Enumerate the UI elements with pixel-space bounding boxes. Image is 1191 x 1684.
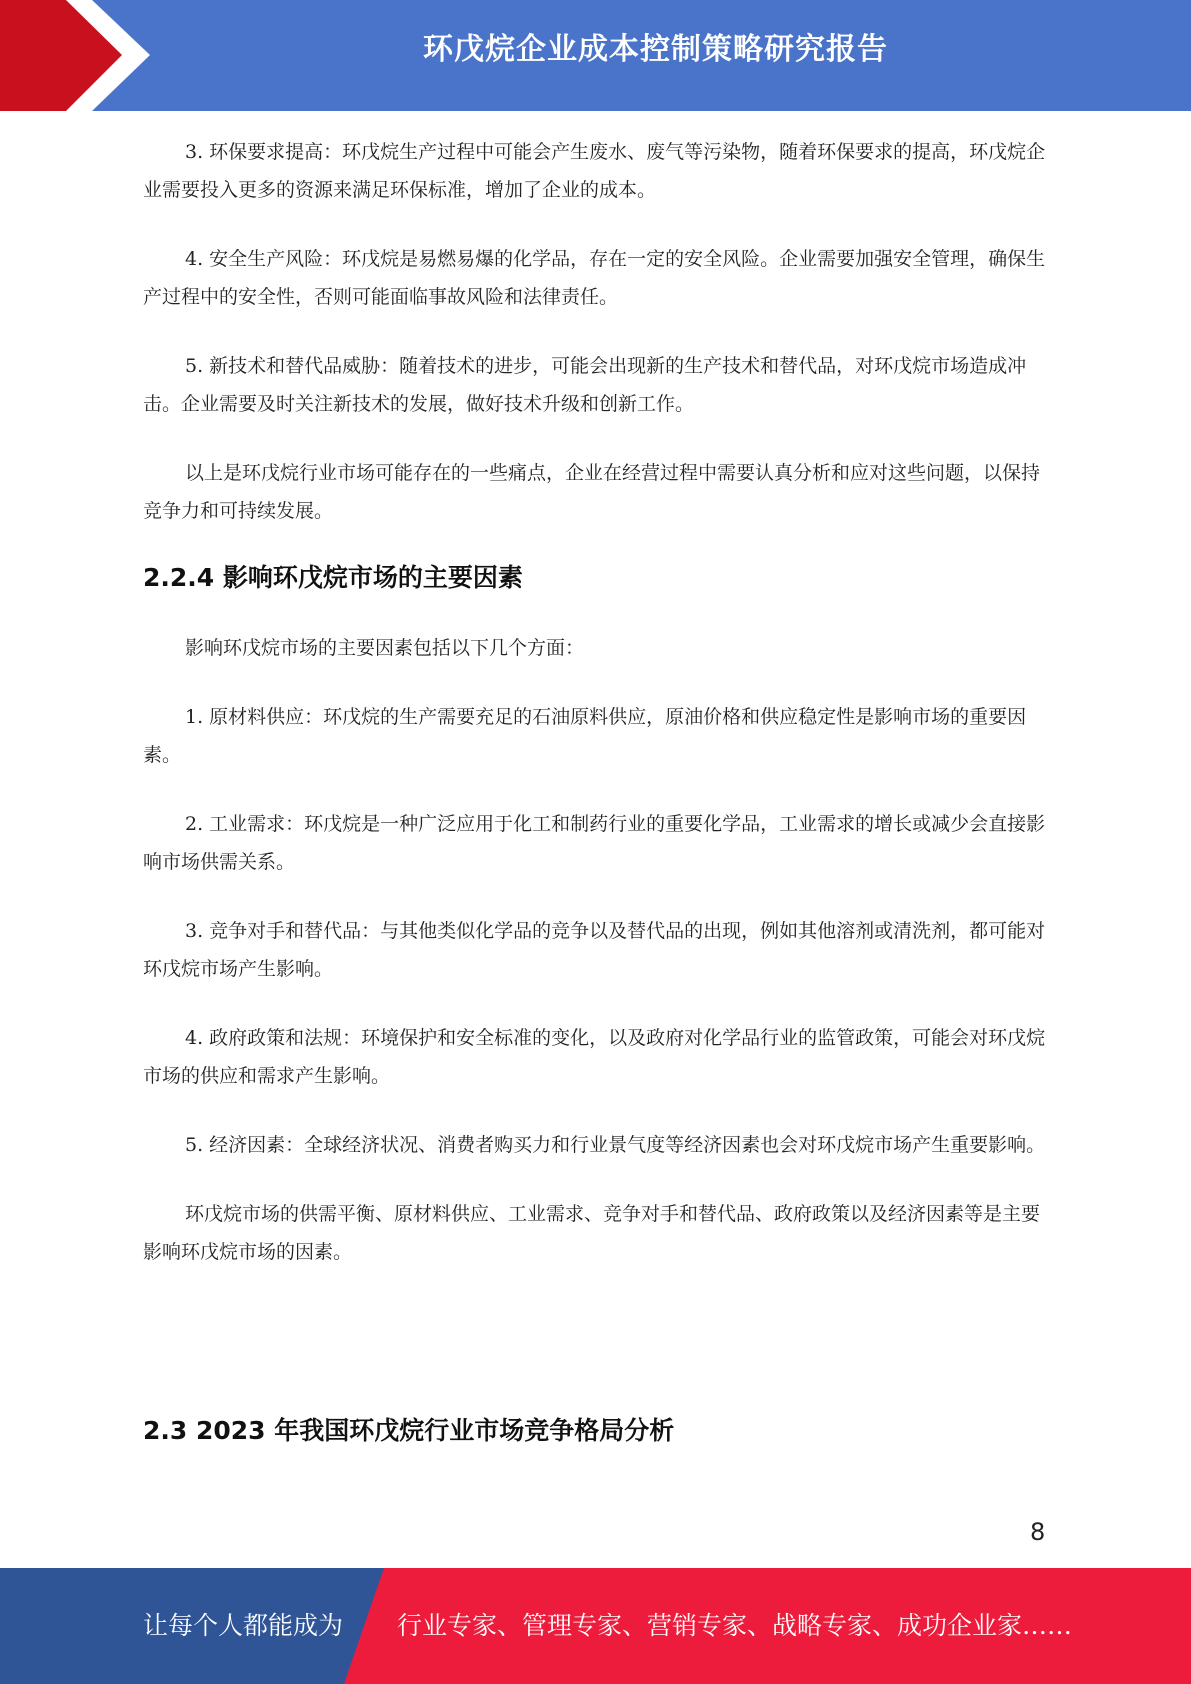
- header-chevron-decoration: [0, 0, 160, 111]
- paragraph: 环戊烷市场的供需平衡、原材料供应、工业需求、竞争对手和替代品、政府政策以及经济因素等是主要影响环戊烷市场的因素。: [143, 1203, 1041, 1263]
- paragraph: 影响环戊烷市场的主要因素包括以下几个方面：: [185, 637, 585, 659]
- paragraph: 5. 新技术和替代品威胁：随着技术的进步，可能会出现新的生产技术和替代品，对环戊烷市场造成冲击。企业需要及时关注新技术的发展，做好技术升级和创新工作。: [143, 355, 1027, 415]
- paragraph: 4. 安全生产风险：环戊烷是易燃易爆的化学品，存在一定的安全风险。企业需要加强安全管理，确保生产过程中的安全性，否则可能面临事故风险和法律责任。: [143, 248, 1046, 308]
- section-heading-2-3: 2.3 2023 年我国环戊烷行业市场竞争格局分析: [143, 1416, 675, 1445]
- paragraph: 2. 工业需求：环戊烷是一种广泛应用于化工和制药行业的重要化学品，工业需求的增长或减少会直接影响市场供需关系。: [143, 813, 1046, 873]
- page-footer: [0, 1568, 1191, 1684]
- paragraph: 3. 竞争对手和替代品：与其他类似化学品的竞争以及替代品的出现，例如其他溶剂或清洗剂，都可能对环戊烷市场产生影响。: [143, 920, 1046, 980]
- page-number: 8: [1030, 1518, 1046, 1546]
- paragraph: 3. 环保要求提高：环戊烷生产过程中可能会产生废水、废气等污染物，随着环保要求的提高，环戊烷企业需要投入更多的资源来满足环保标准，增加了企业的成本。: [143, 141, 1046, 201]
- paragraph: 1. 原材料供应：环戊烷的生产需要充足的石油原料供应，原油价格和供应稳定性是影响市场的重要因素。: [143, 706, 1027, 766]
- page-header: [0, 0, 1191, 111]
- paragraph: 以上是环戊烷行业市场可能存在的一些痛点，企业在经营过程中需要认真分析和应对这些问题，以保持竞争力和可持续发展。: [143, 462, 1041, 522]
- footer-slogan-right: 行业专家、管理专家、营销专家、战略专家、成功企业家……: [397, 1611, 1073, 1640]
- paragraph: 5. 经济因素：全球经济状况、消费者购买力和行业景气度等经济因素也会对环戊烷市场产生重要影响。: [185, 1134, 1046, 1156]
- report-title: 环戊烷企业成本控制策略研究报告: [423, 32, 888, 67]
- section-heading-2-2-4: 2.2.4 影响环戊烷市场的主要因素: [143, 563, 523, 592]
- document-body: [143, 133, 1048, 1302]
- paragraph: 4. 政府政策和法规：环境保护和安全标准的变化，以及政府对化学品行业的监管政策，可能会对环戊烷市场的供应和需求产生影响。: [143, 1027, 1046, 1087]
- footer-slogan-left: 让每个人都能成为: [143, 1611, 344, 1640]
